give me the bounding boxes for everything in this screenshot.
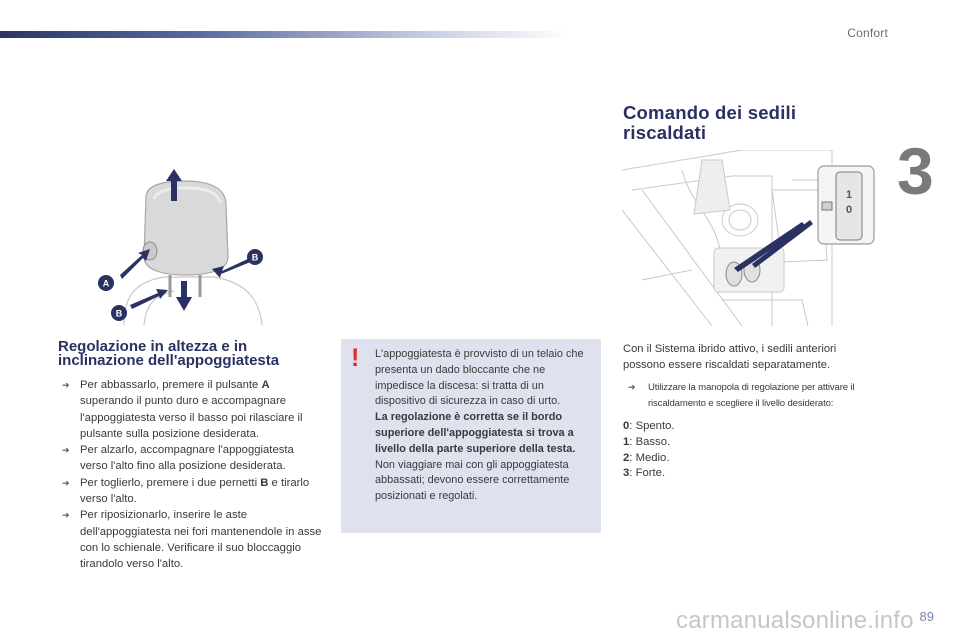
headrest-section-heading: Regolazione in altezza e in inclinazione dell'appoggiatesta — [58, 338, 280, 369]
heated-seats-intro: Con il Sistema ibrido attivo, i sedili anteriori possono essere riscaldati separatamente. — [623, 343, 837, 371]
list-item: ➔ Per alzarlo, accompagnare l'appoggiatesta verso l'alto fino alla posizione desiderata. — [62, 444, 294, 473]
watermark: carmanualsonline.info — [676, 607, 914, 634]
heated-seats-heading: Comando dei sedili riscaldati — [623, 102, 797, 143]
bullet-arrow-icon: ➔ — [628, 382, 636, 392]
warning-text: L'appoggiatesta è provvisto di un telaio che presenta un dado bloccante che ne impedisce la discesa: si tratta di un dispositivo di sicurezza in caso di urto. La regolazione è corretta se il bordo superiore dell'appoggiatesta si trova a livello della parte superiore della testa. Non viaggiare mai con gli appoggiatesta abbassati; devono essere correttamente posizionati e regolati. — [375, 348, 584, 503]
section-title: Confort — [847, 26, 888, 40]
heated-seat-illustration — [622, 150, 877, 326]
warning-box — [341, 339, 601, 533]
list-item: 2: Medio. — [623, 451, 670, 464]
list-item: 3: Forte. — [623, 467, 666, 480]
heated-seats-instruction — [628, 380, 888, 411]
label-b-top: B — [251, 252, 259, 263]
bullet-arrow-icon: ➔ — [62, 445, 70, 456]
bullet-arrow-icon: ➔ — [62, 380, 70, 390]
list-item: ➔ Per riposizionarlo, inserire le aste dell'appoggiatesta nei fori mantenendole in asse con lo schienale. Verificare il suo bloccaggio tirandolo verso l'alto. — [62, 509, 322, 571]
headrest-illustration — [94, 157, 274, 325]
warning-exclamation-icon: ! — [351, 344, 360, 372]
list-item: ➔ Per abbassarlo, premere il pulsante A superando il punto duro e accompagnare l'appoggiatesta verso il basso poi rilasciare il pulsante sulla posizione desiderata. — [62, 379, 303, 440]
list-item: ➔ Per toglierlo, premere i due pernetti B e tirarlo verso l'alto. — [62, 476, 310, 506]
dial-label-0: 0 — [845, 204, 853, 216]
chapter-number: 3 — [897, 134, 934, 208]
page-number: 89 — [919, 609, 934, 624]
header-gradient-bar — [0, 31, 570, 38]
list-item: 1: Basso. — [623, 435, 671, 448]
dial-label-1: 1 — [845, 189, 853, 201]
label-b-bottom: B — [115, 308, 123, 319]
bullet-arrow-icon: ➔ — [62, 477, 70, 488]
headrest-instructions — [62, 377, 322, 573]
bullet-arrow-icon: ➔ — [62, 510, 70, 521]
list-item: ➔ Utilizzare la manopola di regolazione per attivare il riscaldamento e scegliere il livello desiderato: — [628, 382, 855, 409]
list-item: 0: Spento. — [623, 420, 675, 432]
label-a: A — [102, 278, 110, 289]
heat-levels-list — [623, 419, 823, 482]
